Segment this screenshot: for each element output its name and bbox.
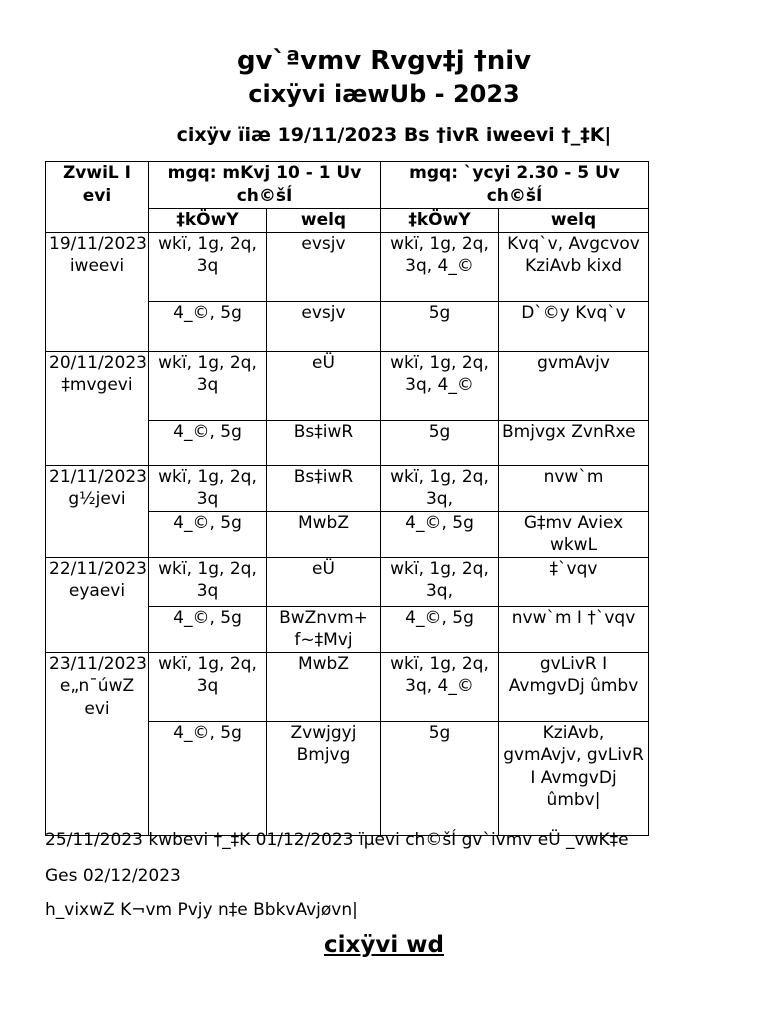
table-row (46, 557, 649, 606)
class-column-header: ‡kÖwY (149, 209, 267, 233)
table-row (46, 465, 649, 511)
class-cell: 5g (381, 420, 499, 465)
page-subtitle: cixÿvi iæwUb - 2023 (248, 80, 520, 108)
class-cell: wkï, 1g, 2q, 3q, (381, 465, 499, 511)
class-cell: 4_©, 5g (381, 606, 499, 652)
class-cell: wkï, 1g, 2q, 3q (149, 557, 267, 606)
subject-column-header: welq (267, 209, 381, 233)
subject-cell: Kvq`v, Avgcvov KziAvb kixd (499, 232, 649, 301)
subject-cell: BwZnvm+ f~‡Mvj (267, 606, 381, 652)
page-title: gv`ªvmv Rvgv‡j †niv (236, 46, 532, 76)
subject-cell: MwbZ (267, 652, 381, 721)
exam-fee-heading: cixÿvi wd (324, 932, 444, 958)
date-cell: 19/11/2023 iweevi (46, 232, 149, 351)
morning-session-header: mgq: mKvj 10 - 1 Uv ch©šÍ (149, 162, 381, 209)
subject-cell: gvmAvjv (499, 351, 649, 420)
date-cell: 20/11/2023 ‡mvgevi (46, 351, 149, 465)
afternoon-session-header: mgq: `ycyi 2.30 - 5 Uv ch©šÍ (381, 162, 649, 209)
subject-column-header: welq (499, 209, 649, 233)
subject-cell: Bmjvgx ZvnRxe (499, 420, 649, 465)
date-cell: 21/11/2023 g½jevi (46, 465, 149, 557)
class-cell: wkï, 1g, 2q, 3q (149, 351, 267, 420)
class-resume-notice: h_vixwZ K¬vm Pvjy n‡e BbkvAvjøvn| (45, 900, 358, 920)
subject-cell: gvLivR I AvmgvDj ûmbv (499, 652, 649, 721)
date-column-header: ZvwiL I evi (46, 162, 149, 233)
class-cell: wkï, 1g, 2q, 3q (149, 465, 267, 511)
class-cell: wkï, 1g, 2q, 3q, (381, 557, 499, 606)
class-cell: wkï, 1g, 2q, 3q (149, 232, 267, 301)
class-cell: 5g (381, 721, 499, 835)
class-cell: 4_©, 5g (149, 301, 267, 351)
class-cell: 4_©, 5g (149, 721, 267, 835)
subject-cell: evsjv (267, 301, 381, 351)
subject-cell: MwbZ (267, 511, 381, 557)
subject-cell: D`©y Kvq`v (499, 301, 649, 351)
class-cell: wkï, 1g, 2q, 3q, 4_© (381, 351, 499, 420)
subject-cell: Bs‡iwR (267, 465, 381, 511)
subject-cell: eÜ (267, 557, 381, 606)
date-cell: 22/11/2023 eyaevi (46, 557, 149, 652)
subject-cell: Bs‡iwR (267, 420, 381, 465)
class-cell: wkï, 1g, 2q, 3q, 4_© (381, 652, 499, 721)
class-cell: 4_©, 5g (149, 606, 267, 652)
class-cell: 4_©, 5g (381, 511, 499, 557)
subject-cell: eÜ (267, 351, 381, 420)
holiday-notice-date: Ges 02/12/2023 (45, 866, 181, 886)
class-cell: 4_©, 5g (149, 420, 267, 465)
class-cell: wkï, 1g, 2q, 3q, 4_© (381, 232, 499, 301)
exam-start-notice: cixÿv ïiæ 19/11/2023 Bs †ivR iweevi †_‡K| (176, 124, 612, 146)
subject-cell: nvw`m I †`vqv (499, 606, 649, 652)
table-row (46, 351, 649, 420)
table-row (46, 652, 649, 721)
class-column-header: ‡kÖwY (381, 209, 499, 233)
class-cell: 4_©, 5g (149, 511, 267, 557)
table-row (46, 232, 649, 301)
exam-schedule-table (45, 161, 649, 836)
subject-cell: nvw`m (499, 465, 649, 511)
subject-cell: ‡`vqv (499, 557, 649, 606)
subject-cell: KziAvb, gvmAvjv, gvLivR I AvmgvDj ûmbv| (499, 721, 649, 835)
date-cell: 23/11/2023 e„n¯úwZ evi (46, 652, 149, 835)
holiday-notice: 25/11/2023 kwbevi †_‡K 01/12/2023 ïµevi ch©šÍ gv`ivmv eÜ _vwK‡e (45, 830, 629, 850)
class-cell: wkï, 1g, 2q, 3q (149, 652, 267, 721)
subject-cell: G‡mv Aviex wkwL (499, 511, 649, 557)
class-cell: 5g (381, 301, 499, 351)
subject-cell: evsjv (267, 232, 381, 301)
subject-cell: Zvwjgyj Bmjvg (267, 721, 381, 835)
